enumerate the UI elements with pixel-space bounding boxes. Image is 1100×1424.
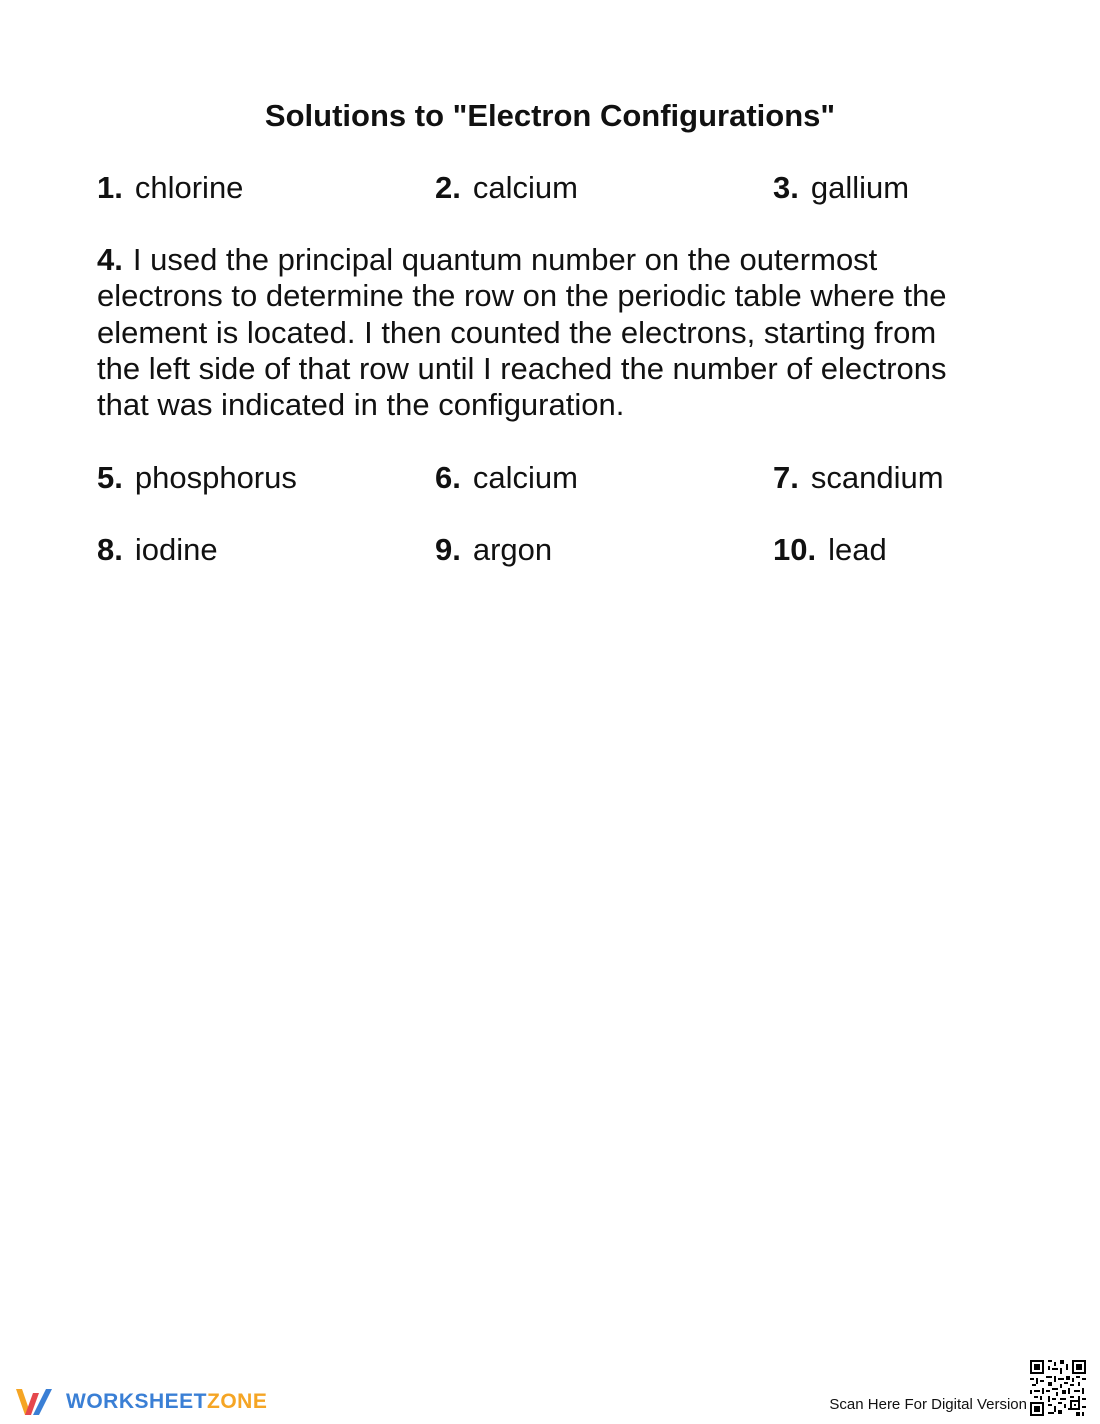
answer-number: 9. (435, 532, 461, 567)
answer-number: 4. (97, 242, 123, 277)
answer-text: calcium (472, 460, 578, 495)
answer-item (97, 458, 297, 498)
page-title: Solutions to "Electron Configurations" (264, 98, 836, 133)
answer-text: argon (472, 532, 553, 567)
answer-text: scandium (810, 460, 944, 495)
answer-number: 10. (773, 532, 817, 567)
answer-number: 1. (97, 170, 123, 205)
answer-text: phosphorus (134, 460, 297, 495)
answer-text: iodine (134, 532, 218, 567)
answer-item (435, 168, 578, 208)
answer-item (773, 530, 887, 570)
answers-row-3 (0, 530, 1100, 570)
answer-item (773, 168, 909, 208)
worksheetzone-logo[interactable] (14, 1382, 267, 1422)
answers-row-1 (0, 168, 1100, 208)
logo-w-icon (14, 1385, 60, 1419)
logo-text (66, 1390, 267, 1414)
answer-text: gallium (810, 170, 910, 205)
answer-text: calcium (472, 170, 578, 205)
qr-code-icon[interactable] (1030, 1360, 1086, 1416)
answer-text: lead (828, 532, 887, 567)
logo-text-zone: ZONE (207, 1390, 268, 1413)
answer-item (97, 530, 218, 570)
answer-number: 7. (773, 460, 799, 495)
logo-text-worksheet: WORKSHEET (66, 1390, 207, 1413)
answer-text: I used the principal quantum number on the outermost electrons to determine the row on the periodic table where the element is located. I then counted the electrons, starting from the left side of that row until I reached the number of electrons that was indicated in the configuration. (97, 242, 947, 423)
answer-number: 8. (97, 532, 123, 567)
answer-item (435, 530, 552, 570)
answer-item (435, 458, 578, 498)
scan-caption: Scan Here For Digital Version (829, 1396, 1027, 1413)
answers-row-2 (0, 458, 1100, 498)
answer-item (97, 168, 243, 208)
answer-paragraph (97, 242, 977, 423)
answer-number: 6. (435, 460, 461, 495)
answer-number: 2. (435, 170, 461, 205)
answer-number: 3. (773, 170, 799, 205)
answer-item (773, 458, 944, 498)
answer-number: 5. (97, 460, 123, 495)
answer-text: chlorine (134, 170, 244, 205)
